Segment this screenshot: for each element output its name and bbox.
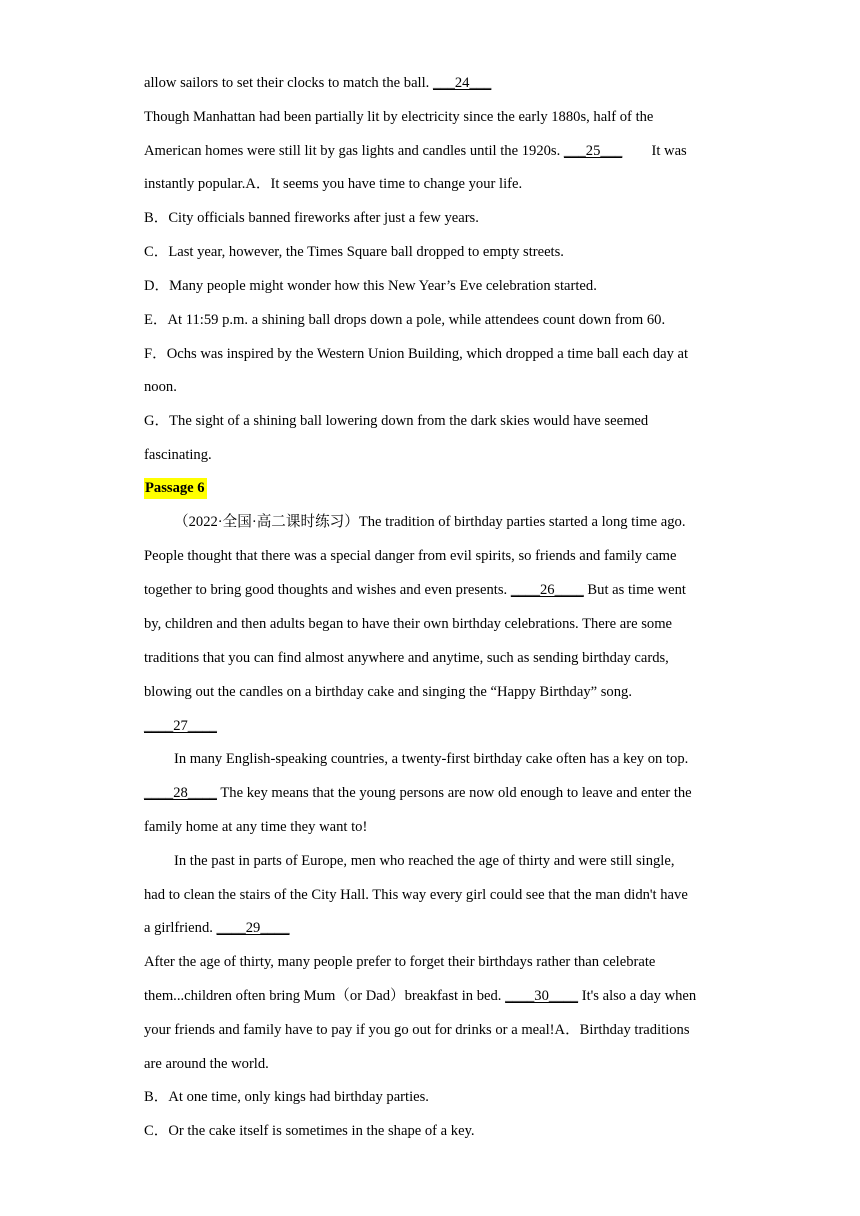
line-text: But as time went bbox=[583, 582, 686, 598]
text-line bbox=[144, 783, 724, 803]
answer-blank-28: ____28____ bbox=[144, 785, 217, 801]
text-line: blowing out the candles on a birthday cake and singing the “Happy Birthday” song. bbox=[144, 684, 632, 700]
text-line: In the past in parts of Europe, men who reached the age of thirty and were still single, bbox=[174, 853, 675, 869]
option-c: C．Or the cake itself is sometimes in the shape of a key. bbox=[144, 1123, 475, 1139]
line-text: them...children often bring Mum（or Dad）breakfast in bed. bbox=[144, 988, 506, 1004]
text-line: Though Manhattan had been partially lit by electricity since the early 1880s, half of the bbox=[144, 109, 654, 125]
line-text: American homes were still lit by gas lights and candles until the 1920s. bbox=[144, 143, 564, 159]
option-g: G．The sight of a shining ball lowering down from the dark skies would have seemed bbox=[144, 413, 649, 429]
option-d: D．Many people might wonder how this New Year’s Eve celebration started. bbox=[144, 278, 597, 294]
passage-title: Passage 6 bbox=[144, 478, 207, 499]
text-line bbox=[144, 73, 724, 93]
text-line: After the age of thirty, many people prefer to forget their birthdays rather than celebrate bbox=[144, 954, 656, 970]
answer-blank-27: ____27____ bbox=[144, 718, 217, 734]
text-line: instantly popular.A．It seems you have time to change your life. bbox=[144, 176, 523, 192]
option-f: F．Ochs was inspired by the Western Union Building, which dropped a time ball each day at bbox=[144, 346, 689, 362]
text-line: fascinating. bbox=[144, 447, 212, 463]
text-line: by, children and then adults began to have their own birthday celebrations. There are some bbox=[144, 616, 673, 632]
text-line: In many English-speaking countries, a twenty-first birthday cake often has a key on top. bbox=[174, 751, 689, 767]
answer-blank-24: ___24___ bbox=[432, 75, 492, 91]
option-c: C．Last year, however, the Times Square ball dropped to empty streets. bbox=[144, 244, 564, 260]
line-text: It was bbox=[622, 143, 687, 159]
text-line bbox=[144, 141, 724, 161]
line-text: The key means that the young persons are now old enough to leave and enter the bbox=[216, 785, 692, 801]
passage-heading bbox=[144, 478, 724, 498]
text-line: are around the world. bbox=[144, 1056, 269, 1072]
answer-blank-29: ____29____ bbox=[216, 920, 290, 936]
line-text: together to bring good thoughts and wishes and even presents. bbox=[144, 582, 511, 598]
answer-blank-30: ____30____ bbox=[505, 988, 579, 1004]
option-b: B．City officials banned fireworks after just a few years. bbox=[144, 210, 479, 226]
text-line bbox=[144, 986, 724, 1006]
text-line: People thought that there was a special danger from evil spirits, so friends and family came bbox=[144, 548, 677, 564]
text-line: had to clean the stairs of the City Hall. This way every girl could see that the man didn't have bbox=[144, 887, 688, 903]
text-line: traditions that you can find almost anywhere and anytime, such as sending birthday cards, bbox=[144, 650, 669, 666]
text-line: family home at any time they want to! bbox=[144, 819, 368, 835]
option-b: B．At one time, only kings had birthday parties. bbox=[144, 1089, 429, 1105]
text-line: noon. bbox=[144, 379, 177, 395]
text-line bbox=[144, 716, 724, 736]
line-text: allow sailors to set their clocks to match the ball. bbox=[144, 75, 433, 91]
text-line: your friends and family have to pay if you go out for drinks or a meal!A．Birthday traditions bbox=[144, 1022, 690, 1038]
answer-blank-25: ___25___ bbox=[563, 143, 623, 159]
line-text: a girlfriend. bbox=[144, 920, 217, 936]
text-line: （2022·全国·高二课时练习）The tradition of birthday parties started a long time ago. bbox=[174, 514, 686, 530]
text-line bbox=[144, 580, 724, 600]
line-text: It's also a day when bbox=[578, 988, 697, 1004]
text-line bbox=[144, 918, 724, 938]
answer-blank-26: ____26____ bbox=[510, 582, 584, 598]
option-e: E．At 11:59 p.m. a shining ball drops down a pole, while attendees count down from 60. bbox=[144, 312, 666, 328]
